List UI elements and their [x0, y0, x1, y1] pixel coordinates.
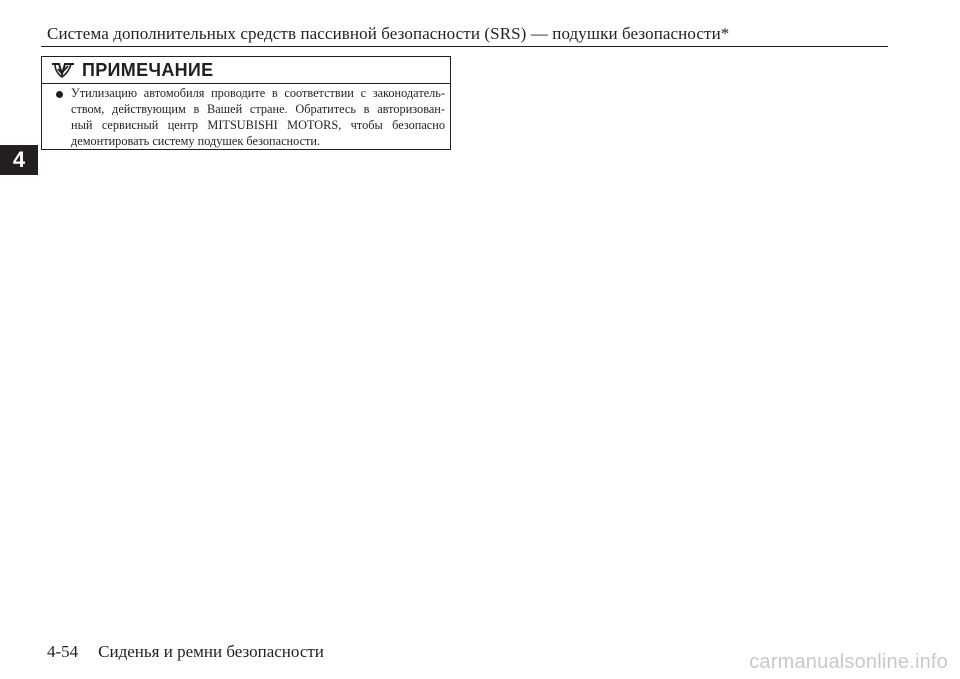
page-header-title: Система дополнительных средств пассивной безопасности (SRS) — подушки безопасности* [47, 24, 730, 43]
note-text-line: ный сервисный центр MITSUBISHI MOTORS, чтобы безопасно [71, 118, 445, 132]
note-divider [42, 83, 450, 84]
note-title: ПРИМЕЧАНИЕ [82, 59, 214, 80]
header-rule [41, 46, 888, 47]
note-text-line: демонтировать систему подушек безопасности. [71, 134, 321, 148]
note-header [50, 60, 213, 80]
note-text-line: Утилизацию автомобиля проводите в соответствии с законодатель- [71, 86, 445, 100]
chapter-tab: 4 [0, 145, 38, 175]
note-check-icon [50, 60, 76, 80]
section-title: Сиденья и ремни безопасности [98, 642, 324, 661]
page-footer [47, 642, 324, 662]
bullet-dot-icon [56, 91, 63, 98]
watermark: carmanualsonline.info [749, 651, 948, 673]
note-text-line: ством, действующим в Вашей стране. Обратитесь в авторизован- [71, 102, 445, 116]
note-box [41, 56, 451, 150]
page-number: 4-54 [47, 642, 79, 661]
